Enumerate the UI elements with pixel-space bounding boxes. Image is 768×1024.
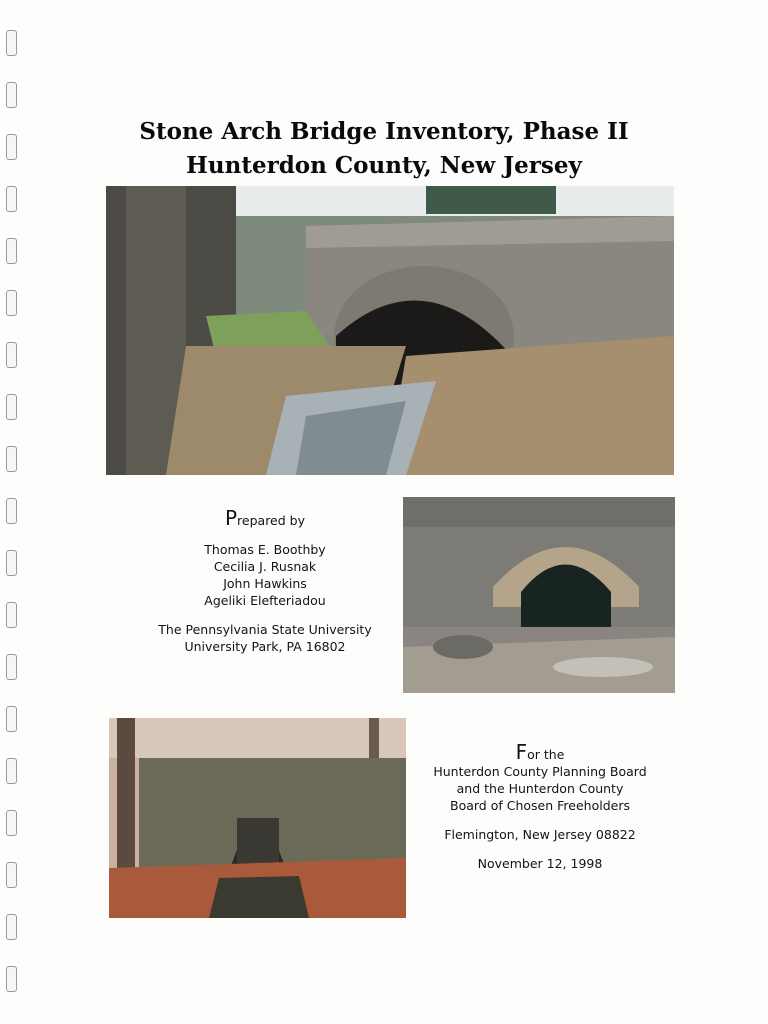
binding-ring: [6, 290, 17, 316]
binding-ring: [6, 550, 17, 576]
document-title-line-1: Stone Arch Bridge Inventory, Phase II: [139, 118, 629, 145]
institution-address: University Park, PA 16802: [184, 639, 346, 654]
client-line: Hunterdon County Planning Board: [433, 764, 647, 779]
binding-ring: [6, 446, 17, 472]
binding-ring: [6, 758, 17, 784]
binding-ring: [6, 914, 17, 940]
prepared-by-label: repared by: [237, 513, 305, 528]
third-bridge-photo: [109, 718, 406, 918]
binding-ring: [6, 186, 17, 212]
for-the-heading: [415, 742, 665, 763]
for-the-dropcap: F: [515, 740, 528, 764]
prepared-by-heading: [140, 508, 390, 529]
binding-ring: [6, 602, 17, 628]
document-date: November 12, 1998: [477, 856, 603, 871]
binding-ring: [6, 394, 17, 420]
binding-ring: [6, 706, 17, 732]
binding-ring: [6, 498, 17, 524]
author-name: Thomas E. Boothby: [204, 542, 326, 557]
binding-ring: [6, 654, 17, 680]
binding-ring: [6, 862, 17, 888]
binding-ring: [6, 342, 17, 368]
author-name: Ageliki Elefteriadou: [204, 593, 326, 608]
main-bridge-photo: [106, 186, 674, 475]
author-name: Cecilia J. Rusnak: [213, 559, 317, 574]
author-name: John Hawkins: [223, 576, 307, 591]
client-location: Flemington, New Jersey 08822: [444, 827, 636, 842]
binding-ring: [6, 966, 17, 992]
client-line: and the Hunterdon County: [456, 781, 624, 796]
institution-name: The Pennsylvania State University: [158, 622, 372, 637]
binding-ring: [6, 30, 17, 56]
prepared-by-block: [140, 508, 390, 655]
second-bridge-photo: [403, 497, 675, 693]
binding-ring: [6, 238, 17, 264]
for-the-label: or the: [527, 747, 565, 762]
for-the-block: [415, 742, 665, 872]
client-line: Board of Chosen Freeholders: [450, 798, 630, 813]
binding-ring: [6, 82, 17, 108]
binding-ring: [6, 810, 17, 836]
document-title-line-2: Hunterdon County, New Jersey: [186, 152, 582, 179]
prepared-by-dropcap: P: [224, 506, 238, 530]
